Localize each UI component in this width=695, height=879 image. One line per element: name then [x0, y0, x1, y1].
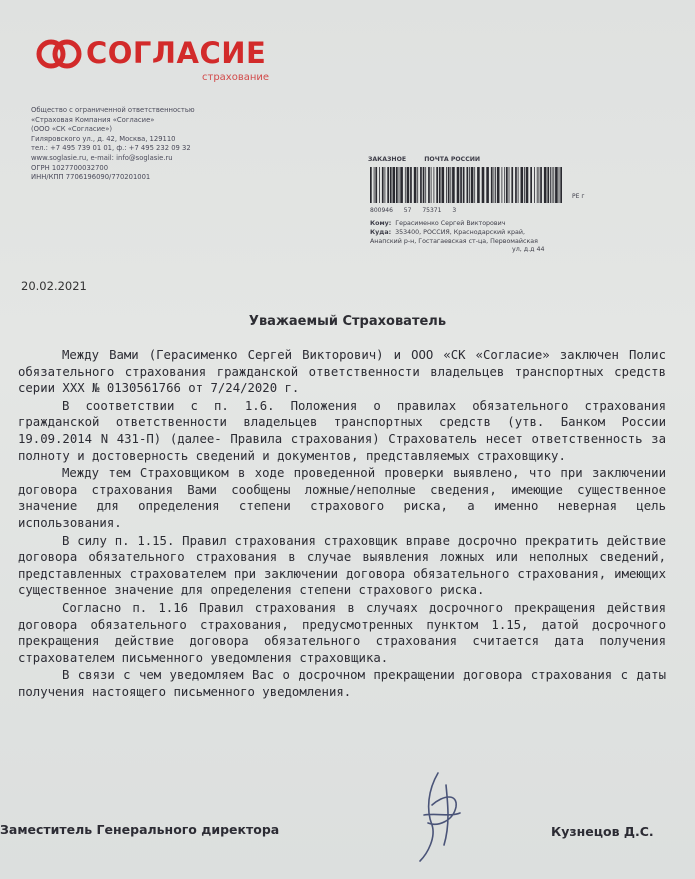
to-label: Кому:: [370, 220, 392, 227]
postal-block: [368, 156, 628, 266]
logo-wordmark: СОГЛАСИЕ: [86, 36, 267, 70]
letter-heading: Уважаемый Страхователь: [248, 314, 447, 329]
to-value: Герасименко Сергей Викторович: [395, 220, 506, 227]
company-line: ИНН/КПП 7706196090/770201001: [31, 173, 151, 182]
address-line: Анапский р-н, Гостагаевская ст-ца, Первомайская: [370, 237, 538, 245]
company-line: Гиляровского ул., д. 42, Москва, 129110: [31, 134, 176, 143]
body-paragraph: Между Вами (Герасименко Сергей Викторович) и ООО «СК «Согласие» заключен Полис обязательного страхования гражданской ответственности владельцев транспортных средств серии XXX № 0130561766 от 7/24/2020 г.: [18, 348, 666, 396]
body-paragraph: В связи с чем уведомляем Вас о досрочном прекращении договора страхования с даты получения настоящего письменного уведомления.: [18, 668, 666, 699]
letter-body: [18, 347, 666, 701]
company-line: Общество с ограниченной ответственностью: [31, 106, 195, 114]
company-line: ОГРН 1027700032700: [31, 163, 109, 172]
company-line: «Страховая Компания «Согласие»: [31, 115, 155, 124]
logo-subtitle: страхование: [202, 72, 270, 83]
signatory-title: Заместитель Генерального директора: [0, 822, 280, 837]
company-line: тел.: +7 495 739 01 01, ф.: +7 495 232 09 32: [31, 144, 191, 153]
recipient-address: [370, 220, 620, 255]
body-paragraph: Между тем Страховщиком в ходе проведенной проверки выявлено, что при заключении договора страхования Вами сообщены ложные/неполные сведения, имеющие существенное значение для определения степени страхового риска, а именно неверная цель использования.: [18, 466, 666, 530]
address-line: ул, д.д 44: [512, 246, 545, 254]
post-label: ПОЧТА РОССИИ: [424, 156, 481, 163]
signatory-name: Кузнецов Д.С.: [551, 824, 654, 839]
company-line: www.soglasie.ru, e-mail: info@soglasie.ru: [31, 153, 173, 162]
letter-date: 20.02.2021: [21, 279, 87, 293]
address-line: 353400, РОССИЯ, Краснодарский край,: [395, 228, 525, 236]
body-paragraph: В соответствии с п. 1.6. Положения о правилах обязательного страхования гражданской ответственности владельцев транспортных средств (утв. Банком России 19.09.2014 N 431-П) (далее- Правила страхования) Страхователь несет ответственность за полноту и достоверность сведений и документов, представляемых страховщику.: [18, 398, 666, 463]
tracking-number: 800946 57 75371 3: [370, 207, 457, 214]
handwritten-signature-icon: [398, 765, 478, 865]
company-logo: [36, 32, 276, 92]
registered-label: ЗАКАЗНОЕ: [368, 156, 407, 163]
body-paragraph: В силу п. 1.15. Правил страхования страховщик вправе досрочно прекратить действие договора обязательного страхования в случае выявления ложных или неполных сведений, представленных страхователем при заключении договора обязательного страхования, имеющих существенное значение для определения степени страхового риска.: [18, 533, 666, 598]
barcode-icon: [370, 167, 565, 203]
company-details: [31, 106, 271, 183]
soglasie-logo-icon: [36, 34, 84, 74]
where-label: Куда:: [370, 228, 392, 236]
company-line: (ООО «СК «Согласие»): [31, 125, 113, 134]
postal-code: PE г: [572, 193, 585, 200]
postal-header: [368, 156, 496, 163]
body-paragraph: Согласно п. 1.16 Правил страхования в случаях досрочного прекращения действия договора обязательного страхования, предусмотренных пунктом 1.15, датой досрочного прекращения действие договора обязательного страхования считается дата получения страхователем письменного уведомления страховщика.: [18, 600, 666, 665]
